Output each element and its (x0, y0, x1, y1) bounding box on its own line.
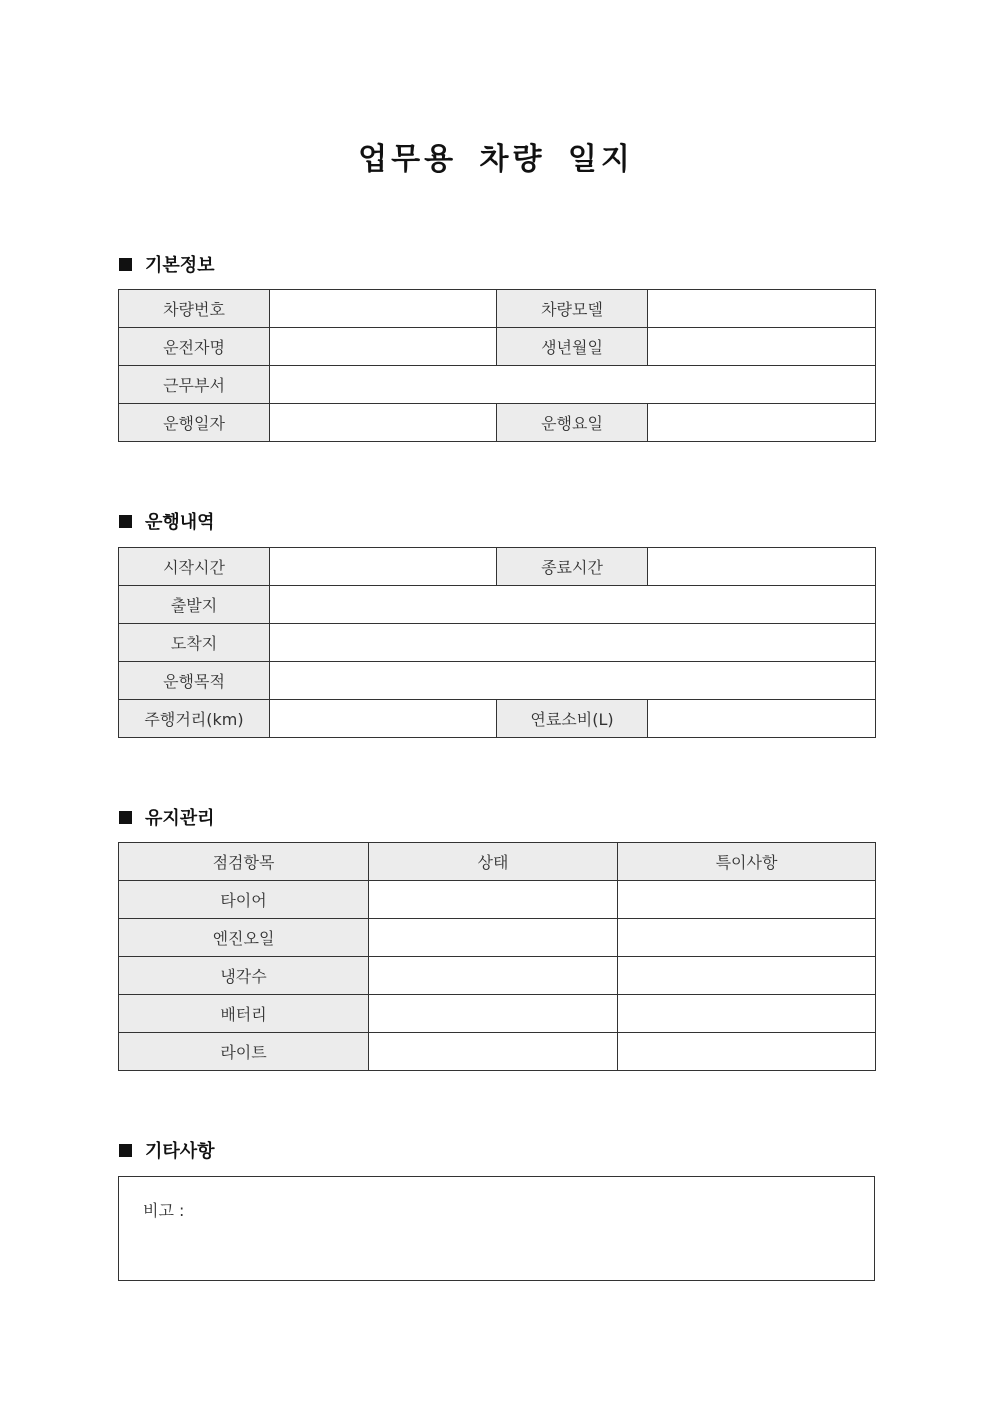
table-row (119, 1033, 876, 1071)
maintenance-table (118, 842, 876, 1071)
remarks-label: 비고 : (143, 1201, 185, 1220)
square-bullet-icon (119, 811, 132, 824)
start-time-label: 시작시간 (119, 548, 270, 586)
birth-date-label: 생년월일 (497, 328, 648, 366)
section-heading-other (119, 1138, 215, 1162)
table-row (119, 290, 876, 328)
departure-label: 출발지 (119, 586, 270, 624)
notes-field[interactable] (618, 957, 876, 995)
check-item-label: 라이트 (119, 1033, 369, 1071)
section-heading-trip-label: 운행내역 (145, 512, 215, 533)
section-heading-maintenance-label: 유지관리 (145, 808, 215, 829)
vehicle-no-field[interactable] (270, 290, 497, 328)
status-field[interactable] (369, 1033, 618, 1071)
check-item-label: 엔진오일 (119, 919, 369, 957)
table-row (119, 548, 876, 586)
vehicle-model-label: 차량모델 (497, 290, 648, 328)
table-header-row (119, 843, 876, 881)
status-field[interactable] (369, 995, 618, 1033)
department-field[interactable] (270, 366, 876, 404)
notes-field[interactable] (618, 881, 876, 919)
driver-name-field[interactable] (270, 328, 497, 366)
column-header: 특이사항 (618, 843, 876, 881)
fuel-label: 연료소비(L) (497, 700, 648, 738)
remarks-box[interactable] (118, 1176, 875, 1281)
square-bullet-icon (119, 515, 132, 528)
vehicle-no-label: 차량번호 (119, 290, 270, 328)
section-heading-other-label: 기타사항 (145, 1141, 215, 1162)
status-field[interactable] (369, 957, 618, 995)
birth-date-field[interactable] (648, 328, 876, 366)
end-time-field[interactable] (648, 548, 876, 586)
table-row (119, 328, 876, 366)
section-heading-trip (119, 509, 215, 533)
fuel-field[interactable] (648, 700, 876, 738)
table-row (119, 366, 876, 404)
status-field[interactable] (369, 881, 618, 919)
check-item-label: 냉각수 (119, 957, 369, 995)
vehicle-model-field[interactable] (648, 290, 876, 328)
table-row (119, 662, 876, 700)
table-row (119, 957, 876, 995)
trip-table (118, 547, 876, 738)
column-header: 상태 (369, 843, 618, 881)
notes-field[interactable] (618, 1033, 876, 1071)
driver-name-label: 운전자명 (119, 328, 270, 366)
square-bullet-icon (119, 1144, 132, 1157)
section-heading-basic-label: 기본정보 (145, 255, 215, 276)
start-time-field[interactable] (270, 548, 497, 586)
drive-day-field[interactable] (648, 404, 876, 442)
notes-field[interactable] (618, 919, 876, 957)
document-title: 업무용 차량 일지 (358, 142, 634, 177)
destination-field[interactable] (270, 624, 876, 662)
table-row (119, 919, 876, 957)
department-label: 근무부서 (119, 366, 270, 404)
status-field[interactable] (369, 919, 618, 957)
departure-field[interactable] (270, 586, 876, 624)
distance-label: 주행거리(km) (119, 700, 270, 738)
section-heading-basic (119, 252, 215, 276)
distance-field[interactable] (270, 700, 497, 738)
section-heading-maintenance (119, 805, 215, 829)
drive-date-field[interactable] (270, 404, 497, 442)
drive-date-label: 운행일자 (119, 404, 270, 442)
basic-info-table (118, 289, 876, 442)
end-time-label: 종료시간 (497, 548, 648, 586)
table-row (119, 700, 876, 738)
notes-field[interactable] (618, 995, 876, 1033)
table-row (119, 624, 876, 662)
drive-day-label: 운행요일 (497, 404, 648, 442)
purpose-field[interactable] (270, 662, 876, 700)
table-row (119, 995, 876, 1033)
check-item-label: 배터리 (119, 995, 369, 1033)
table-row (119, 404, 876, 442)
column-header: 점검항목 (119, 843, 369, 881)
square-bullet-icon (119, 258, 132, 271)
table-row (119, 586, 876, 624)
check-item-label: 타이어 (119, 881, 369, 919)
table-row (119, 881, 876, 919)
destination-label: 도착지 (119, 624, 270, 662)
purpose-label: 운행목적 (119, 662, 270, 700)
